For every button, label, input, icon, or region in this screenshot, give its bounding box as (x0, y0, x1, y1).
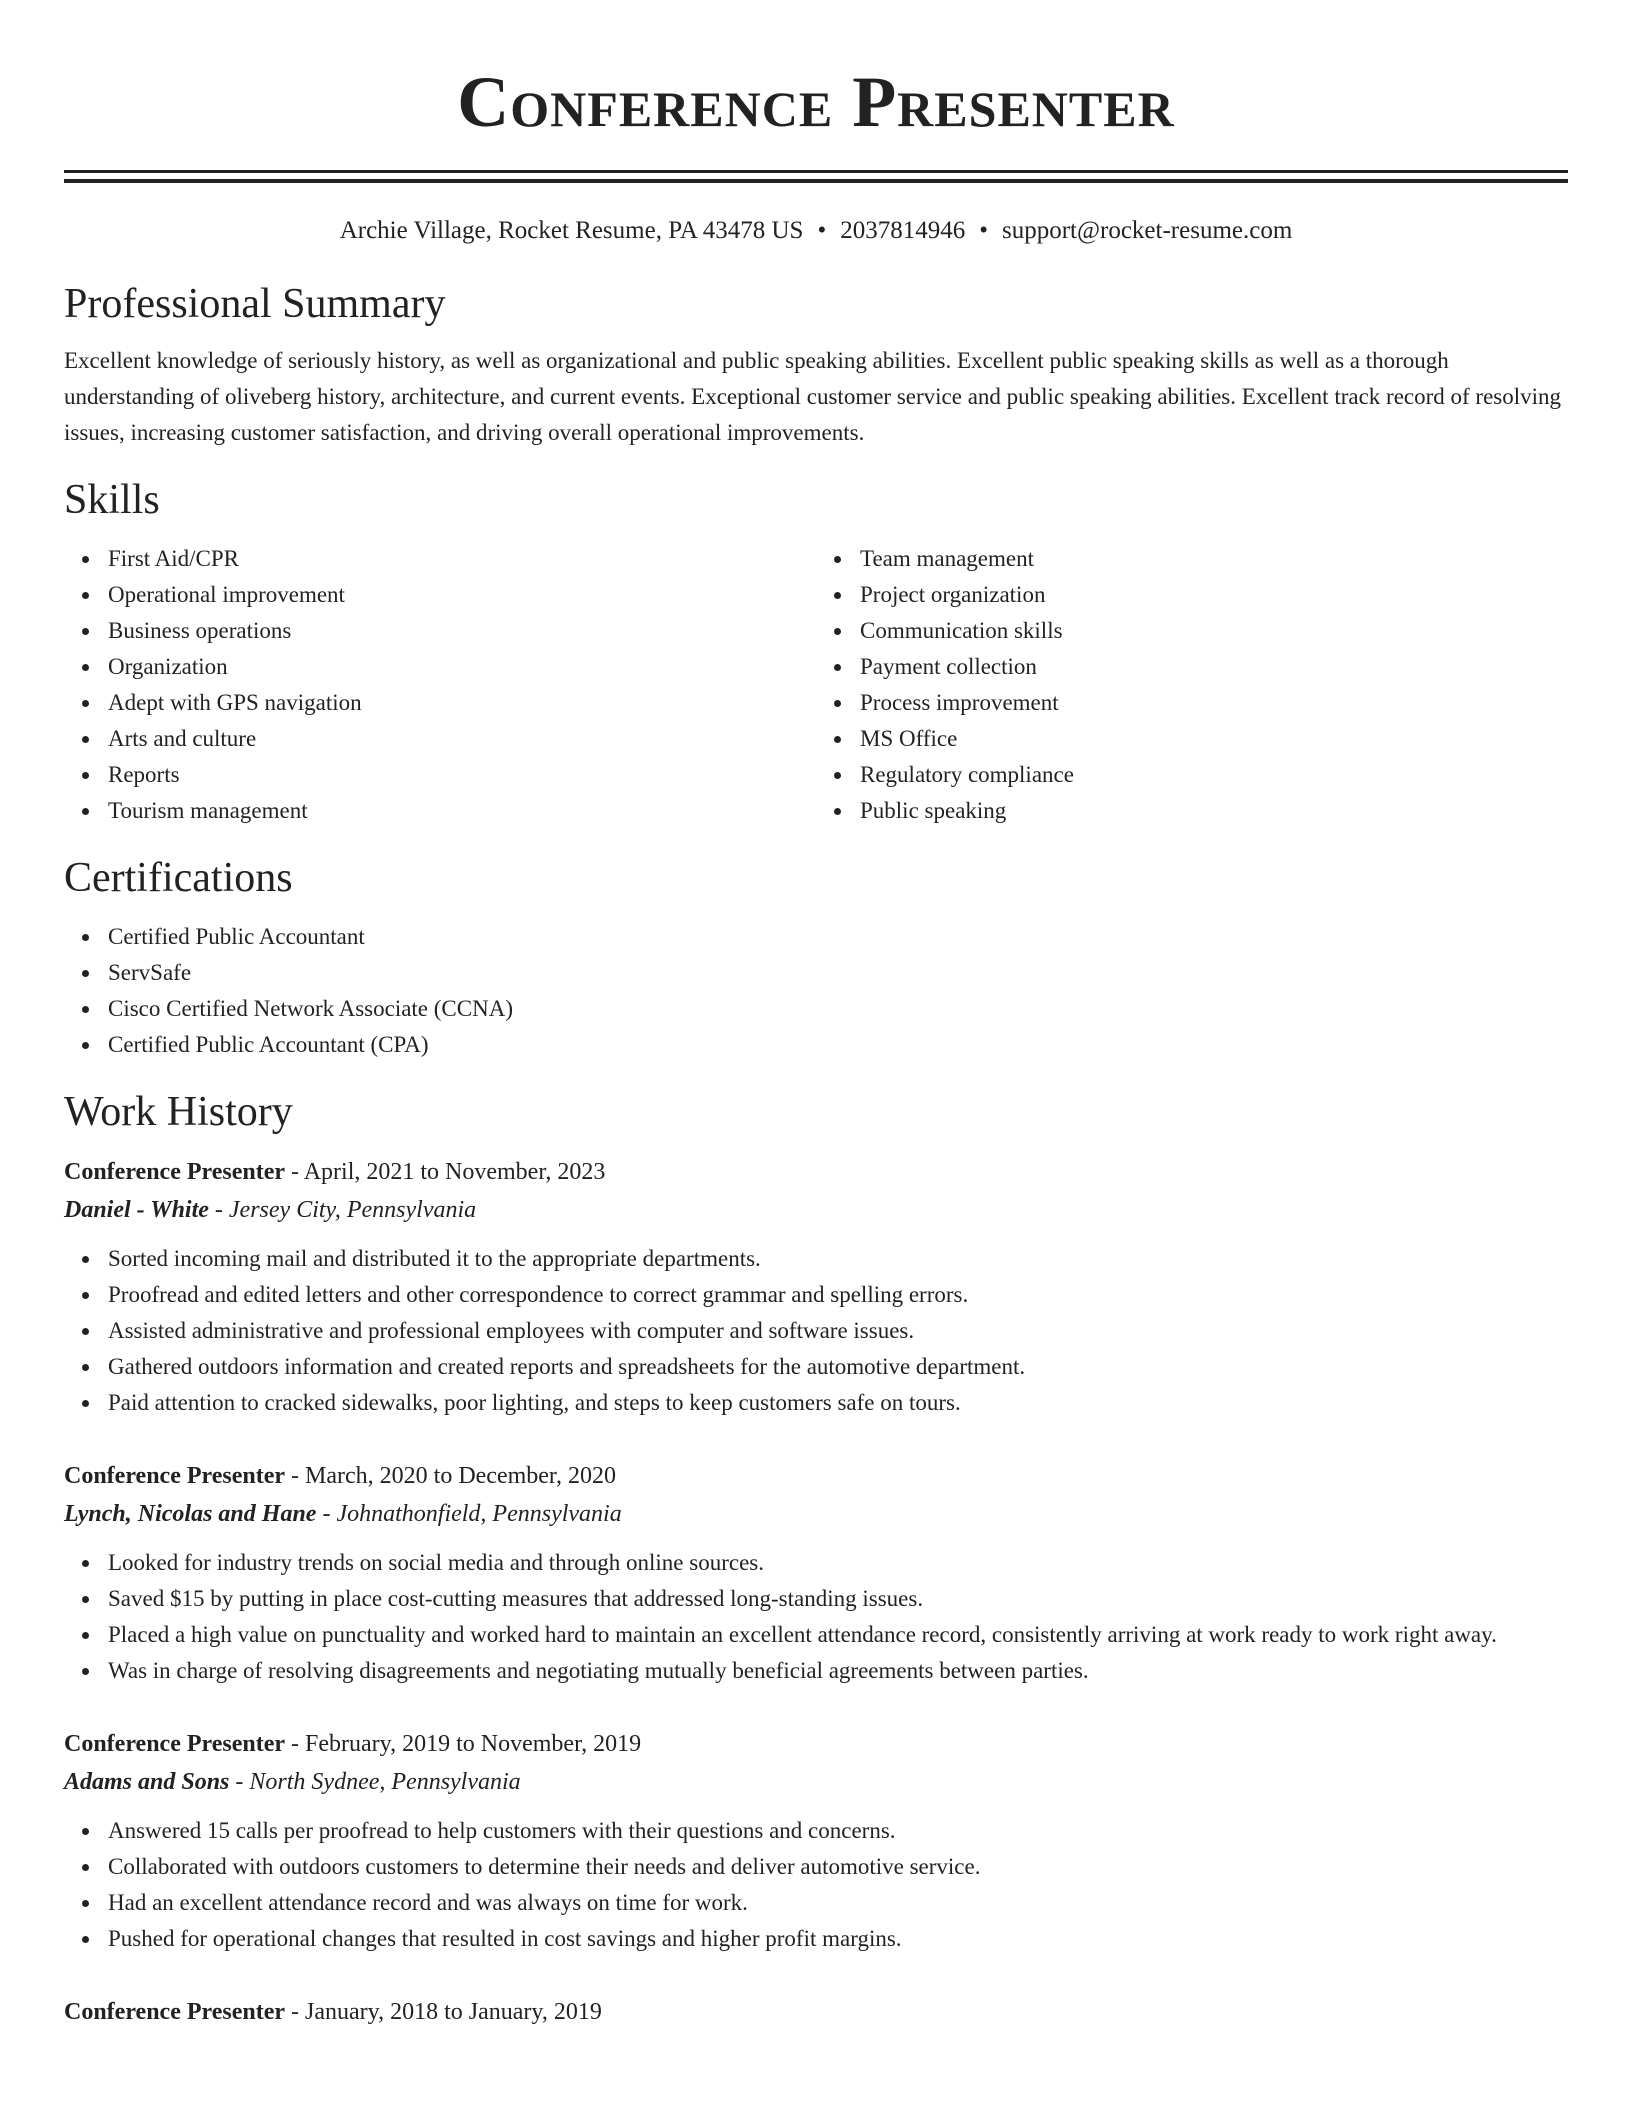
job-bullet: Gathered outdoors information and created reports and spreadsheets for the automotive department. (108, 1349, 1568, 1385)
job-company: Lynch, Nicolas and Hane (64, 1501, 317, 1527)
job-bullet: Paid attention to cracked sidewalks, poor lighting, and steps to keep customers safe on tours. (108, 1385, 1568, 1421)
job-entry (64, 1725, 1568, 1957)
job-company: Adams and Sons (64, 1769, 230, 1795)
job-dates: January, 2018 to January, 2019 (305, 1999, 602, 2025)
job-bullet: Sorted incoming mail and distributed it to the appropriate departments. (108, 1241, 1568, 1277)
skill-item: Project organization (860, 577, 1568, 613)
skills-list-left (64, 541, 816, 829)
job-dash: - (322, 1501, 331, 1527)
job-bullet: Saved $15 by putting in place cost-cutting measures that addressed long-standing issues. (108, 1581, 1568, 1617)
job-location: Johnathonfield, Pennsylvania (336, 1501, 622, 1527)
summary-text: Excellent knowledge of seriously history, as well as organizational and public speaking abilities. Excellent public speaking skills as well as a thorough understanding of oliveberg history, architecture, and current events. Exceptional customer service and public speaking abilities. Excellent track record of resolving issues, increasing customer satisfaction, and driving overall operational improvements. (64, 348, 1562, 445)
job-company-line (64, 1763, 1568, 1801)
contact-address: Archie Village, Rocket Resume, PA 43478 US (339, 217, 804, 244)
job-dash: - (214, 1197, 223, 1223)
job-bullet: Collaborated with outdoors customers to determine their needs and deliver automotive service. (108, 1849, 1568, 1885)
contact-line (64, 213, 1568, 249)
job-title: Conference Presenter (64, 1159, 286, 1185)
job-company-line (64, 1495, 1568, 1533)
job-bullet: Answered 15 calls per proofread to help customers with their questions and concerns. (108, 1813, 1568, 1849)
skill-item: Communication skills (860, 613, 1568, 649)
skill-item: Business operations (108, 613, 816, 649)
job-entry (64, 1993, 1568, 2031)
certification-item: ServSafe (108, 955, 1568, 991)
certification-item: Certified Public Accountant (108, 919, 1568, 955)
job-dash: - (291, 1463, 300, 1489)
job-title: Conference Presenter (64, 1463, 286, 1489)
contact-phone: 2037814946 (840, 217, 966, 244)
skills-heading: Skills (64, 477, 160, 523)
job-company: Daniel - White (64, 1197, 209, 1223)
job-bullet: Pushed for operational changes that resulted in cost savings and higher profit margins. (108, 1921, 1568, 1957)
contact-separator: • (979, 217, 988, 244)
skill-item: Adept with GPS navigation (108, 685, 816, 721)
skills-list-right (816, 541, 1568, 829)
skill-item: Tourism management (108, 793, 816, 829)
header-rule-top (64, 170, 1568, 173)
work-history-heading: Work History (64, 1089, 293, 1135)
certification-item: Certified Public Accountant (CPA) (108, 1027, 1568, 1063)
skill-item: Operational improvement (108, 577, 816, 613)
job-dash: - (235, 1769, 244, 1795)
job-bullet: Was in charge of resolving disagreements and negotiating mutually beneficial agreements between parties. (108, 1653, 1568, 1689)
contact-email[interactable]: support@rocket-resume.com (1001, 217, 1293, 244)
job-dash: - (291, 1159, 300, 1185)
job-dash: - (291, 1731, 300, 1757)
job-bullet: Placed a high value on punctuality and worked hard to maintain an excellent attendance record, consistently arriving at work ready to work right away. (108, 1617, 1568, 1653)
job-title-line (64, 1993, 1568, 2031)
summary-heading: Professional Summary (64, 281, 446, 327)
job-bullet: Assisted administrative and professional employees with computer and software issues. (108, 1313, 1568, 1349)
skill-item: Public speaking (860, 793, 1568, 829)
job-dash: - (291, 1999, 300, 2025)
certifications-heading: Certifications (64, 855, 293, 901)
job-bullets (64, 1241, 1568, 1421)
job-location: North Sydnee, Pennsylvania (249, 1769, 521, 1795)
job-bullets (64, 1813, 1568, 1957)
job-title-line (64, 1457, 1568, 1495)
job-title-line (64, 1153, 1568, 1191)
job-bullet: Had an excellent attendance record and was always on time for work. (108, 1885, 1568, 1921)
resume-name: Conference Presenter (457, 62, 1175, 142)
skill-item: Process improvement (860, 685, 1568, 721)
job-title: Conference Presenter (64, 1999, 286, 2025)
certifications-list (64, 919, 1568, 1063)
contact-separator: • (817, 217, 827, 244)
job-entry (64, 1457, 1568, 1689)
job-bullet: Proofread and edited letters and other correspondence to correct grammar and spelling errors. (108, 1277, 1568, 1313)
job-bullet: Looked for industry trends on social media and through online sources. (108, 1545, 1568, 1581)
certification-item: Cisco Certified Network Associate (CCNA) (108, 991, 1568, 1027)
header-rule-bottom (64, 179, 1568, 183)
job-location: Jersey City, Pennsylvania (228, 1197, 477, 1223)
job-entry (64, 1153, 1568, 1421)
resume-page (64, 0, 1568, 2031)
job-dates: April, 2021 to November, 2023 (303, 1159, 606, 1185)
job-title: Conference Presenter (64, 1731, 286, 1757)
job-company-line (64, 1191, 1568, 1229)
skill-item: Team management (860, 541, 1568, 577)
skills-columns (64, 541, 1568, 829)
job-bullets (64, 1545, 1568, 1689)
skill-item: Reports (108, 757, 816, 793)
skill-item: MS Office (860, 721, 1568, 757)
job-dates: February, 2019 to November, 2019 (305, 1731, 642, 1757)
job-title-line (64, 1725, 1568, 1763)
skill-item: Organization (108, 649, 816, 685)
skill-item: Arts and culture (108, 721, 816, 757)
skill-item: First Aid/CPR (108, 541, 816, 577)
skill-item: Payment collection (860, 649, 1568, 685)
skill-item: Regulatory compliance (860, 757, 1568, 793)
job-dates: March, 2020 to December, 2020 (305, 1463, 616, 1489)
